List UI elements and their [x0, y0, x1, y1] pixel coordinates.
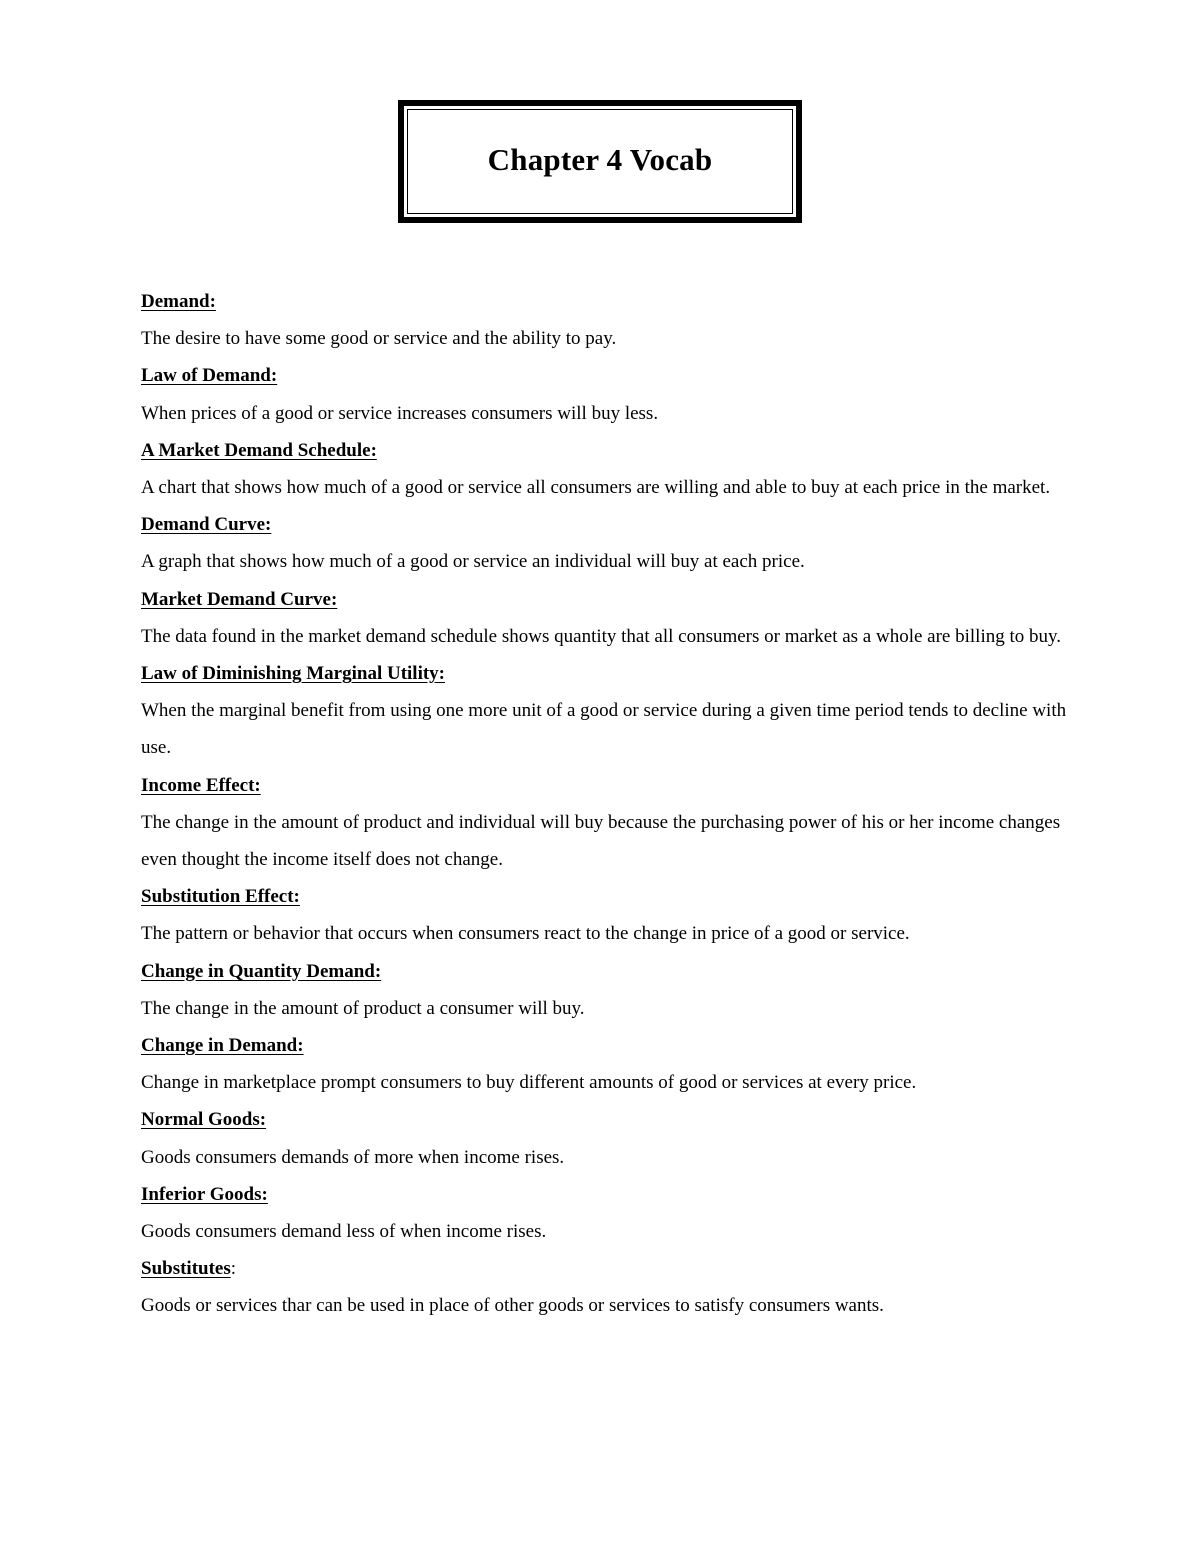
- vocab-term: Substitution Effect:: [141, 886, 300, 908]
- vocab-list: [141, 283, 1071, 1325]
- vocab-definition: Goods consumers demands of more when income rises.: [141, 1146, 565, 1168]
- vocab-entry: [141, 953, 1071, 1027]
- vocab-definition: Change in marketplace prompt consumers to buy different amounts of good or services at every price.: [141, 1072, 917, 1094]
- document-title: Chapter 4 Vocab: [487, 141, 713, 177]
- vocab-entry: [141, 1176, 1071, 1250]
- vocab-definition: A chart that shows how much of a good or service all consumers are willing and able to buy at each price in the market.: [141, 477, 1051, 499]
- vocab-entry: [141, 506, 1071, 580]
- vocab-term: Demand Curve:: [141, 514, 272, 536]
- vocab-entry: [141, 1101, 1071, 1175]
- vocab-entry: [141, 283, 1071, 357]
- vocab-definition: Goods consumers demand less of when income rises.: [141, 1221, 547, 1243]
- vocab-entry: [141, 767, 1071, 879]
- vocab-term: Inferior Goods:: [141, 1183, 268, 1205]
- vocab-entry: [141, 1027, 1071, 1101]
- vocab-definition: The pattern or behavior that occurs when consumers react to the change in price of a good or service.: [141, 923, 910, 945]
- vocab-entry: [141, 432, 1071, 506]
- vocab-entry: [141, 357, 1071, 431]
- vocab-term-colon: :: [230, 1258, 237, 1280]
- vocab-definition: The desire to have some good or service and the ability to pay.: [141, 328, 617, 350]
- vocab-term: Market Demand Curve:: [141, 588, 338, 610]
- vocab-entry: [141, 655, 1071, 767]
- vocab-term: Change in Quantity Demand:: [141, 960, 382, 982]
- vocab-term: Law of Diminishing Marginal Utility:: [141, 663, 446, 685]
- vocab-term: Income Effect:: [141, 774, 261, 796]
- vocab-entry: [141, 878, 1071, 952]
- title-box: [398, 100, 802, 223]
- vocab-entry: [141, 581, 1071, 655]
- vocab-definition: A graph that shows how much of a good or service an individual will buy at each price.: [141, 551, 805, 573]
- vocab-term: Change in Demand:: [141, 1035, 304, 1057]
- vocab-definition: Goods or services thar can be used in place of other goods or services to satisfy consumers wants.: [141, 1295, 884, 1317]
- vocab-entry: [141, 1250, 1071, 1324]
- vocab-term-wrapper: [141, 1250, 1071, 1287]
- vocab-definition: When the marginal benefit from using one more unit of a good or service during a given time period tends to decline with use.: [141, 700, 1067, 759]
- vocab-term: A Market Demand Schedule:: [141, 439, 377, 461]
- vocab-definition: The data found in the market demand schedule shows quantity that all consumers or market as a whole are billing to buy.: [141, 625, 1062, 647]
- vocab-term: Demand:: [141, 291, 216, 312]
- vocab-term: Normal Goods:: [141, 1109, 267, 1131]
- vocab-definition: The change in the amount of product a consumer will buy.: [141, 997, 585, 1019]
- vocab-definition: The change in the amount of product and individual will buy because the purchasing power of his or her income changes even thought the income itself does not change.: [141, 811, 1061, 871]
- vocab-term: Law of Demand:: [141, 365, 278, 387]
- vocab-definition: When prices of a good or service increases consumers will buy less.: [141, 402, 659, 424]
- vocab-term: Substitutes: [141, 1258, 231, 1280]
